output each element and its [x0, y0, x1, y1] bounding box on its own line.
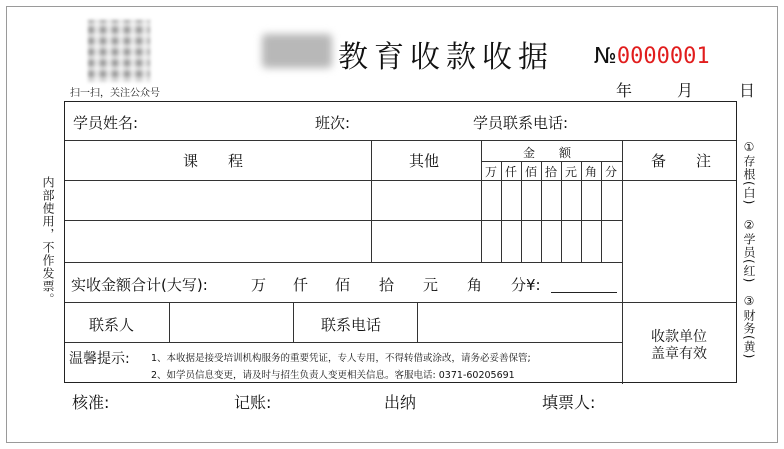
receipt-title: 教育收款收据 — [338, 40, 554, 75]
col-line — [481, 140, 482, 262]
approver-label: 核准: — [72, 393, 110, 412]
col-line — [521, 161, 522, 262]
cashier-label: 出纳 — [384, 393, 417, 412]
total-unit-jiao: 角 — [467, 276, 483, 294]
amount-unit-wan: 万 — [485, 165, 498, 179]
row-line — [65, 302, 736, 303]
amount-header: 金 额 — [523, 146, 572, 160]
row-line — [65, 342, 622, 343]
qr-caption: 扫一扫，关注公众号 — [70, 88, 160, 99]
serial-prefix: № — [594, 44, 617, 69]
col-line — [371, 140, 372, 262]
qr-code — [88, 20, 150, 82]
course-header: 课 程 — [183, 152, 244, 170]
student-phone-label: 学员联系电话: — [473, 114, 569, 132]
date-year-label: 年 — [616, 81, 633, 100]
total-unit-wan: 万 — [251, 276, 267, 294]
total-unit-yuan: 元 — [423, 276, 439, 294]
amount-unit-yuan: 元 — [565, 165, 578, 179]
copy-student-red: ②学员(红) — [742, 218, 756, 284]
row-line — [65, 220, 622, 221]
total-yen-underline — [551, 292, 617, 293]
amount-unit-bai: 佰 — [525, 165, 538, 179]
contact-phone-label: 联系电话 — [321, 316, 382, 334]
company-name-blurred — [262, 34, 332, 68]
col-line — [541, 161, 542, 262]
col-line — [581, 161, 582, 262]
seal-note-line1: 收款单位 — [651, 329, 707, 345]
bookkeeper-label: 记账: — [234, 393, 272, 412]
amount-unit-jiao: 角 — [585, 165, 598, 179]
tips-label: 温馨提示: — [69, 351, 130, 367]
date-day-label: 日 — [739, 81, 756, 100]
col-line — [417, 302, 418, 342]
row-line — [65, 140, 736, 141]
serial-number — [594, 44, 710, 69]
amount-unit-qian: 仟 — [505, 165, 518, 179]
total-unit-qian: 仟 — [293, 276, 309, 294]
internal-use-note: 内部使用，不作发票。 — [41, 176, 55, 306]
tip-1: 1、本收据是接受培训机构服务的重要凭证，专人专用，不得转借或涂改，请务必妥善保管; — [151, 353, 531, 364]
copy-finance-yellow: ③财务(黄) — [742, 294, 756, 360]
total-unit-shi: 拾 — [379, 276, 395, 294]
serial-digits: 0000001 — [616, 44, 710, 69]
col-line — [561, 161, 562, 262]
receipt-form — [64, 101, 737, 383]
filler-label: 填票人: — [542, 393, 596, 412]
other-header: 其他 — [409, 152, 440, 170]
total-amount-label: 实收金额合计(大写): — [71, 276, 208, 294]
tip-2: 2、如学员信息变更，请及时与招生负责人变更相关信息。客服电话: 0371-60205691 — [151, 370, 515, 381]
total-unit-bai: 佰 — [335, 276, 351, 294]
remark-header: 备 注 — [651, 152, 712, 170]
col-line — [622, 140, 623, 384]
col-line — [501, 161, 502, 262]
amount-unit-shi: 拾 — [545, 165, 558, 179]
col-line — [169, 302, 170, 342]
seal-note-line2: 盖章有效 — [651, 346, 707, 362]
date-month-label: 月 — [677, 81, 694, 100]
copy-stub-white: ①存根(白) — [742, 140, 756, 206]
class-label: 班次: — [315, 114, 351, 132]
col-line — [293, 302, 294, 342]
row-line — [65, 262, 622, 263]
student-name-label: 学员姓名: — [73, 114, 139, 132]
amount-unit-fen: 分 — [605, 165, 618, 179]
row-line — [65, 180, 736, 181]
total-unit-fen-yen: 分¥: — [511, 276, 541, 294]
col-line — [601, 161, 602, 262]
contact-person-label: 联系人 — [89, 316, 135, 334]
